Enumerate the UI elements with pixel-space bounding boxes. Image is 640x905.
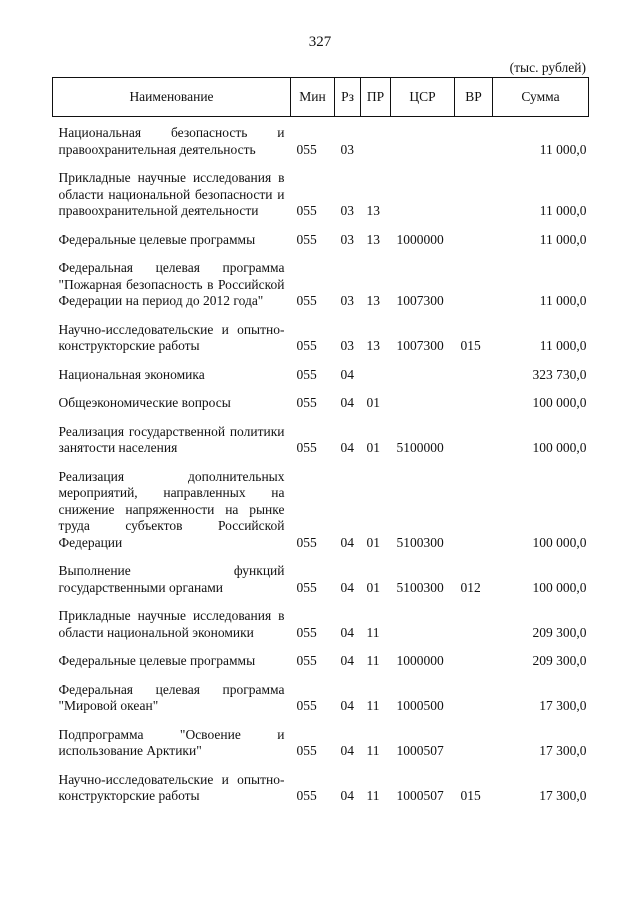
cell-sum: 17 300,0: [539, 788, 587, 803]
cell-csr: 1000507: [396, 743, 444, 758]
cell-vr: [455, 395, 493, 424]
table-row: [53, 424, 589, 469]
cell-pr: 11: [366, 788, 380, 803]
cell-rz: 04: [340, 743, 354, 758]
table-row: [53, 772, 589, 817]
table-row: [53, 322, 589, 367]
cell-rz: 03: [340, 293, 354, 308]
cell-name: Национальная безопасность и правоохранительная деятельность: [58, 125, 285, 157]
cell-min: 055: [296, 366, 317, 382]
cell-name: Национальная экономика: [58, 366, 205, 382]
table-row: [53, 563, 589, 608]
cell-vr: [455, 682, 493, 727]
table-row: [53, 260, 589, 322]
cell-rz: 03: [340, 338, 354, 353]
cell-vr: [455, 653, 493, 682]
cell-csr: [391, 117, 455, 171]
cell-sum: 11 000,0: [539, 293, 587, 308]
cell-min: 055: [296, 579, 317, 595]
header-min: Мин: [291, 78, 335, 117]
cell-name: Федеральные целевые программы: [58, 231, 256, 247]
cell-sum: 17 300,0: [539, 743, 587, 758]
cell-csr: 1000507: [396, 788, 444, 803]
cell-min: 055: [296, 141, 317, 157]
cell-pr: 11: [366, 653, 380, 668]
cell-min: 055: [296, 624, 317, 640]
cell-rz: 04: [340, 395, 354, 410]
cell-rz: 04: [340, 366, 354, 382]
cell-vr: [455, 232, 493, 261]
cell-rz: 04: [340, 698, 354, 713]
cell-min: 055: [296, 653, 317, 668]
cell-name: Общеэкономические вопросы: [58, 395, 231, 410]
cell-name: Федеральная целевая программа "Мировой океан": [58, 681, 285, 713]
cell-name: Прикладные научные исследования в области национальной безопасности и правоохранительной деятельности: [58, 170, 285, 218]
cell-csr: 5100300: [396, 579, 444, 595]
cell-csr: 5100000: [396, 440, 444, 455]
cell-min: 055: [296, 231, 317, 247]
table-row: [53, 117, 589, 171]
cell-pr: [361, 367, 391, 396]
cell-rz: 04: [340, 440, 354, 455]
cell-name: Подпрограмма "Освоение и использование Арктики": [58, 726, 285, 758]
cell-min: 055: [296, 293, 317, 308]
cell-sum: 100 000,0: [532, 579, 587, 595]
units-label: (тыс. рублей): [509, 60, 586, 75]
cell-csr: 1000000: [396, 231, 444, 247]
cell-rz: 03: [340, 203, 354, 218]
cell-csr: 1000000: [396, 653, 444, 668]
cell-vr: [455, 117, 493, 171]
cell-vr: [455, 469, 493, 564]
cell-min: 055: [296, 743, 317, 758]
cell-min: 055: [296, 534, 317, 550]
cell-csr: [391, 395, 455, 424]
cell-vr: [455, 727, 493, 772]
cell-pr: 13: [366, 293, 380, 308]
table-row: [53, 395, 589, 424]
cell-sum: 100 000,0: [532, 440, 587, 455]
header-rz: Рз: [335, 78, 361, 117]
table-row: [53, 170, 589, 232]
cell-rz: 04: [340, 624, 354, 640]
cell-pr: 13: [366, 231, 380, 247]
header-csr: ЦСР: [391, 78, 455, 117]
cell-csr: [391, 170, 455, 232]
cell-sum: 11 000,0: [539, 231, 587, 247]
cell-pr: 13: [366, 203, 380, 218]
cell-sum: 11 000,0: [539, 203, 587, 218]
header-name: Наименование: [53, 78, 291, 117]
cell-sum: 11 000,0: [539, 141, 587, 157]
table-row: [53, 232, 589, 261]
budget-table: [52, 77, 589, 817]
cell-rz: 03: [340, 141, 354, 157]
cell-rz: 04: [340, 653, 354, 668]
cell-pr: 11: [366, 743, 380, 758]
cell-csr: [391, 367, 455, 396]
cell-csr: 1000500: [396, 698, 444, 713]
cell-min: 055: [296, 698, 317, 713]
cell-vr: [455, 367, 493, 396]
header-vr: ВР: [455, 78, 493, 117]
header-pr: ПР: [361, 78, 391, 117]
cell-vr: [455, 260, 493, 322]
cell-name: Научно-исследовательские и опытно-конструкторские работы: [58, 321, 285, 353]
cell-pr: 01: [366, 534, 380, 550]
cell-csr: 1007300: [396, 293, 444, 308]
cell-pr: 01: [366, 395, 380, 410]
cell-pr: 13: [366, 338, 380, 353]
cell-rz: 04: [340, 579, 354, 595]
cell-csr: 1007300: [396, 338, 444, 353]
cell-name: Реализация дополнительных мероприятий, направленных на снижение напряженности на рынке труда субъектов Российской Федерации: [58, 468, 285, 550]
cell-name: Реализация государственной политики занятости населения: [58, 423, 285, 455]
header-sum: Сумма: [493, 78, 589, 117]
cell-csr: 5100300: [396, 534, 444, 550]
cell-pr: 11: [366, 698, 380, 713]
cell-pr: 01: [366, 440, 380, 455]
cell-min: 055: [296, 395, 317, 410]
table-row: [53, 727, 589, 772]
cell-sum: 100 000,0: [532, 395, 587, 410]
cell-min: 055: [296, 338, 317, 353]
table-row: [53, 682, 589, 727]
cell-pr: [361, 117, 391, 171]
cell-pr: 01: [366, 579, 380, 595]
cell-name: Выполнение функций государственными органами: [58, 563, 285, 595]
cell-csr: [391, 608, 455, 653]
cell-sum: 209 300,0: [532, 653, 587, 668]
cell-rz: 04: [340, 788, 354, 803]
cell-min: 055: [296, 440, 317, 455]
cell-name: Федеральные целевые программы: [58, 653, 256, 668]
table-row: [53, 469, 589, 564]
table-row: [53, 608, 589, 653]
cell-sum: 323 730,0: [532, 366, 587, 382]
cell-vr: [455, 608, 493, 653]
cell-vr: 015: [460, 788, 481, 803]
cell-sum: 209 300,0: [532, 624, 587, 640]
cell-vr: 012: [460, 579, 481, 595]
cell-sum: 17 300,0: [539, 698, 587, 713]
table-row: [53, 653, 589, 682]
cell-sum: 11 000,0: [539, 338, 587, 353]
cell-min: 055: [296, 203, 317, 218]
cell-vr: [455, 424, 493, 469]
cell-pr: 11: [366, 624, 380, 640]
cell-min: 055: [296, 788, 317, 803]
table-header-row: [53, 78, 589, 117]
cell-vr: [455, 170, 493, 232]
cell-name: Научно-исследовательские и опытно-конструкторские работы: [58, 771, 285, 803]
table-row: [53, 367, 589, 396]
cell-rz: 04: [340, 534, 354, 550]
cell-sum: 100 000,0: [532, 534, 587, 550]
cell-name: Федеральная целевая программа "Пожарная безопасность в Российской Федерации на период до 2012 года": [58, 260, 285, 308]
page-number: 327: [308, 34, 332, 50]
cell-name: Прикладные научные исследования в области национальной экономики: [58, 608, 285, 640]
cell-vr: 015: [460, 338, 481, 353]
cell-rz: 03: [340, 231, 354, 247]
